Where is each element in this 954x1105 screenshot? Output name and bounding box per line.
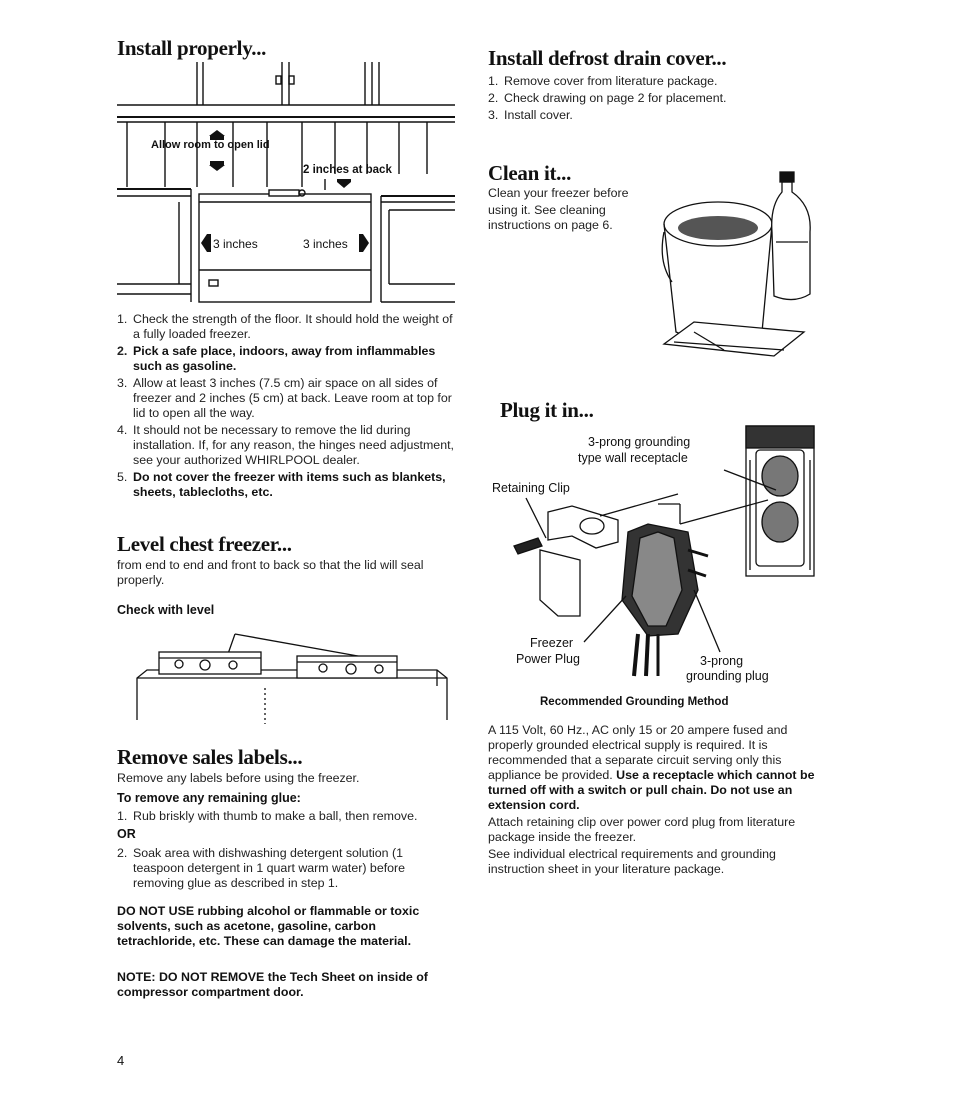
glue-step: 1. Rub briskly with thumb to make a ball, then remove. xyxy=(117,809,418,823)
clean-line-2: using it. See cleaning xyxy=(488,203,606,217)
prong-label-1: 3-prong xyxy=(700,654,744,668)
level-heading: Level chest freezer... xyxy=(117,532,292,556)
glue-step: 2. Soak area with dishwashing detergent solution (1 teaspoon detergent in 1 quart warm water) before removing glue as described in step 1. xyxy=(117,846,406,890)
grounding-caption: Recommended Grounding Method xyxy=(540,696,729,708)
install-properly-heading: Install properly... xyxy=(117,36,267,60)
clean-line-3: instructions on page 6. xyxy=(488,218,613,232)
note-text: NOTE: DO NOT REMOVE the Tech Sheet on inside of compressor compartment door. xyxy=(117,970,428,999)
install-item: 4. It should not be necessary to remove the lid during installation. If, for any reason, the hinges need adjustment, see your authorized WHIRLPOOL dealer. xyxy=(117,423,454,467)
level-text: from end to end and front to back so that the lid will seal properly. xyxy=(117,558,424,587)
drain-item: 2. Check drawing on page 2 for placement. xyxy=(488,91,727,105)
drain-cover-heading: Install defrost drain cover... xyxy=(488,46,727,70)
page-number: 4 xyxy=(117,1053,125,1068)
receptacle-warning: Use a receptacle which cannot be turned off with a switch or pull chain. Do not use an extension cord. xyxy=(488,768,815,812)
clean-heading: Clean it... xyxy=(488,161,572,185)
check-level-label: Check with level xyxy=(117,603,215,617)
drain-item: 1. Remove cover from literature package. xyxy=(488,74,718,88)
drain-list xyxy=(488,74,822,125)
instruction-sheet-paragraph: See individual electrical requirements and grounding instruction sheet in your literature package. xyxy=(488,847,776,876)
inches-right-label: 3 inches xyxy=(303,237,348,251)
install-diagram xyxy=(117,62,455,310)
glue-list xyxy=(117,809,455,826)
install-item: 5. Do not cover the freezer with items such as blankets, sheets, tablecloths, etc. xyxy=(117,470,446,499)
receptacle-label-2: type wall receptacle xyxy=(578,451,688,465)
freezer-plug-label-1: Freezer xyxy=(530,636,574,650)
inches-back-label: 2 inches at back xyxy=(303,164,392,176)
warning-text: DO NOT USE rubbing alcohol or flammable or toxic solvents, such as acetone, gasoline, carbon tetrachloride, etc. These can damage the material. xyxy=(117,904,420,948)
clean-line-1: Clean your freezer before xyxy=(488,186,629,200)
cleaning-illustration xyxy=(654,172,814,372)
glue-list-2 xyxy=(117,846,455,893)
electrical-text: A 115 Volt, 60 Hz., AC only 15 or 20 ampere fused and properly grounded electrical supply is required. It is recommended that a separate circuit serving only this appliance be provided. xyxy=(488,723,788,782)
grounding-illustration xyxy=(488,420,822,680)
allow-room-label: Allow room to open lid xyxy=(151,139,270,151)
drain-item: 3. Install cover. xyxy=(488,108,573,122)
install-item: 3. Allow at least 3 inches (7.5 cm) air space on all sides of freezer and 2 inches (5 cm) at back. Leave room at top for lid to open all the way. xyxy=(117,376,452,420)
clip-paragraph: Attach retaining clip over power cord plug from literature package inside the freezer. xyxy=(488,815,796,844)
or-label: OR xyxy=(117,827,136,841)
remove-labels-heading: Remove sales labels... xyxy=(117,745,303,769)
level-diagram xyxy=(137,628,455,724)
install-item: 2. Pick a safe place, indoors, away from inflammables such as gasoline. xyxy=(117,344,436,373)
receptacle-label-1: 3-prong grounding xyxy=(588,435,691,449)
install-list xyxy=(117,312,455,502)
remove-labels-text: Remove any labels before using the freezer. xyxy=(117,771,360,785)
electrical-paragraph xyxy=(488,723,822,813)
plug-heading: Plug it in... xyxy=(500,398,594,422)
prong-label-2: grounding plug xyxy=(686,669,769,683)
glue-heading: To remove any remaining glue: xyxy=(117,791,301,805)
retaining-clip-label: Retaining Clip xyxy=(492,481,570,495)
install-item: 1. Check the strength of the floor. It should hold the weight of a fully loaded freezer. xyxy=(117,312,453,341)
freezer-plug-label-2: Power Plug xyxy=(516,652,580,666)
inches-left-label: 3 inches xyxy=(213,237,258,251)
